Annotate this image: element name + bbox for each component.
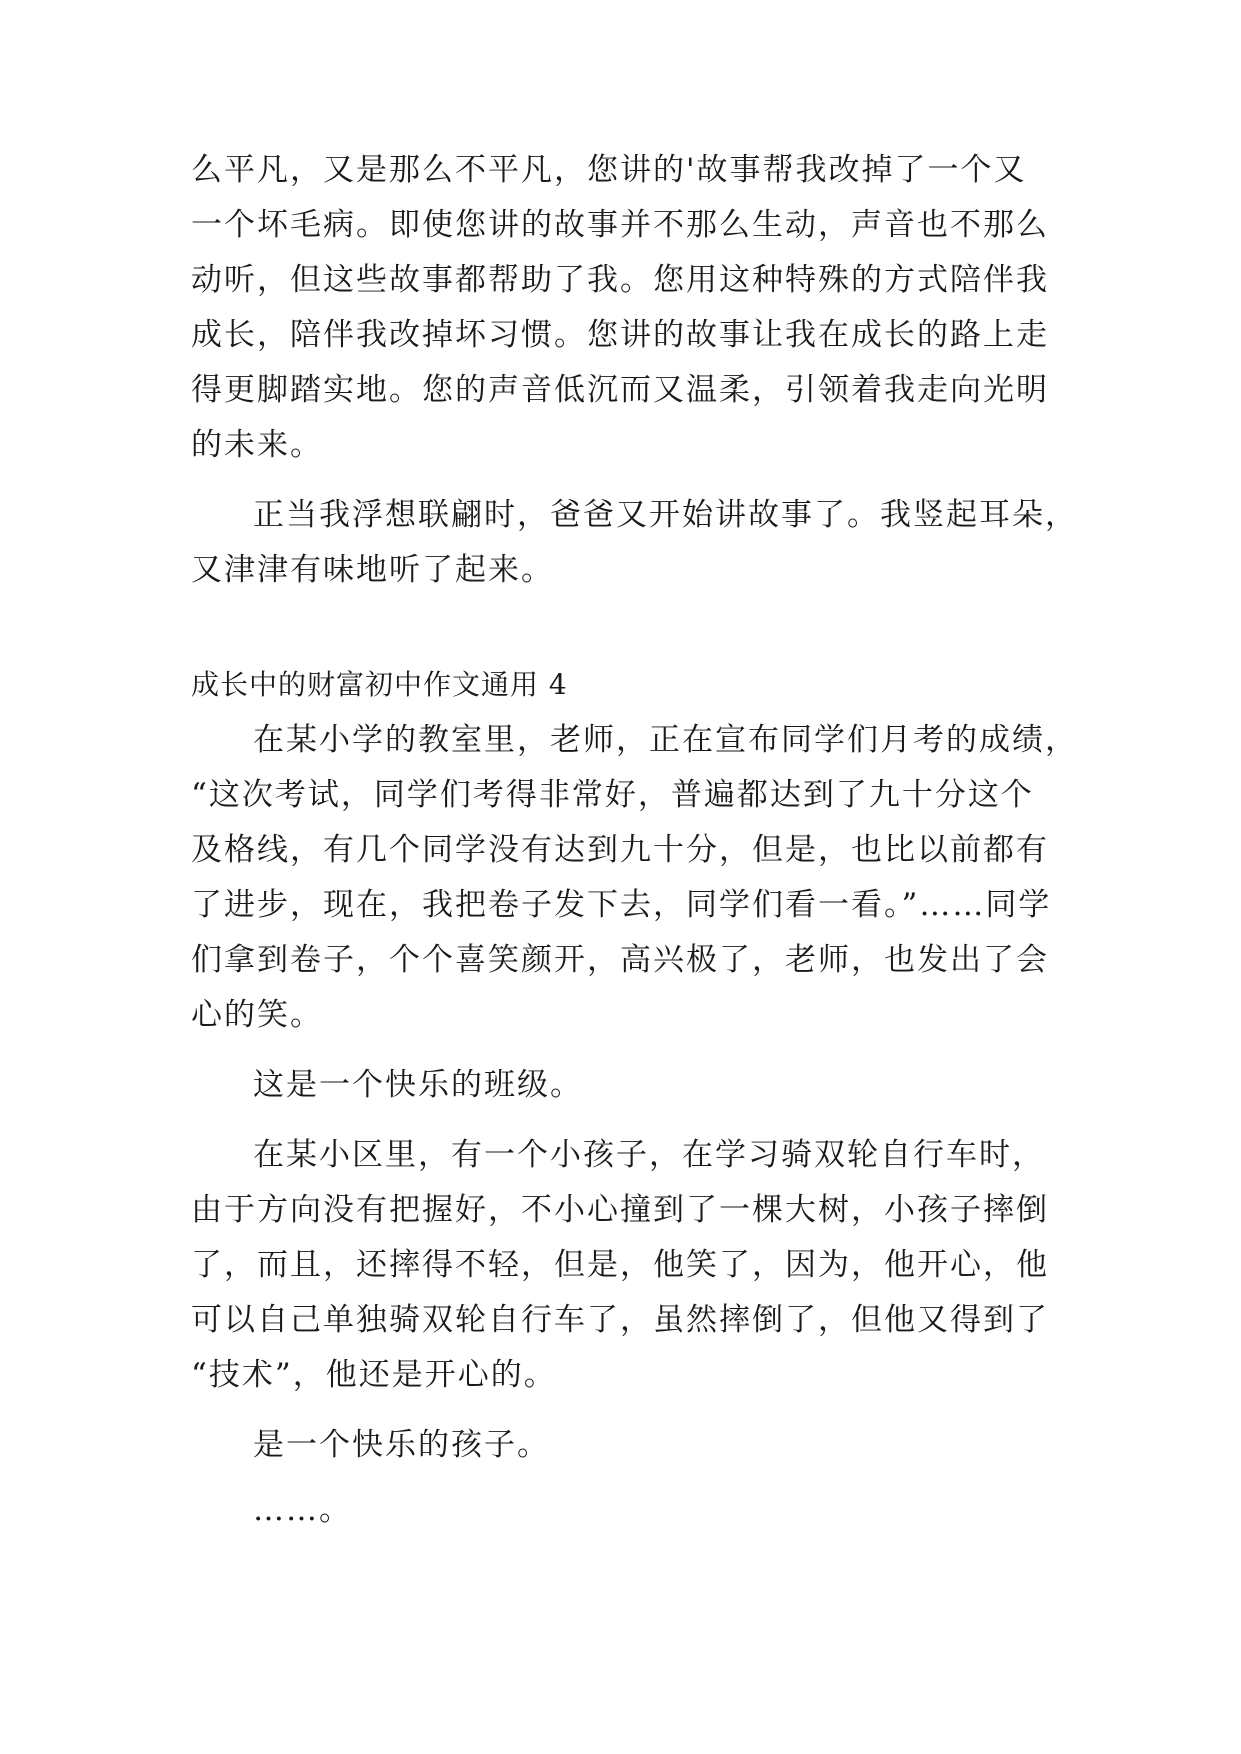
text-line: 及格线，有几个同学没有达到九十分，但是，也比以前都有 <box>191 832 1049 868</box>
text-line: 是一个快乐的孩子。 <box>253 1427 550 1463</box>
text-line: 么平凡，又是那么不平凡，您讲的'故事帮我改掉了一个又 <box>191 152 1027 188</box>
text-line: 这是一个快乐的班级。 <box>253 1067 583 1103</box>
text-line: 心的笑。 <box>191 997 323 1033</box>
text-line: 了进步，现在，我把卷子发下去，同学们看一看。”……同学 <box>191 887 1052 923</box>
text-line: 的未来。 <box>191 427 323 463</box>
section-title: 成长中的财富初中作文通用 4 <box>191 668 568 701</box>
text-line: “这次考试，同学们考得非常好，普遍都达到了九十分这个 <box>191 777 1034 813</box>
text-line: 由于方向没有把握好，不小心撞到了一棵大树，小孩子摔倒 <box>191 1192 1049 1228</box>
text-line: 可以自己单独骑双轮自行车了，虽然摔倒了，但他又得到了 <box>191 1302 1049 1338</box>
text-line: 在某小区里，有一个小孩子，在学习骑双轮自行车时， <box>253 1137 1045 1173</box>
text-line: 又津津有味地听了起来。 <box>191 552 554 588</box>
text-line: 得更脚踏实地。您的声音低沉而又温柔，引领着我走向光明 <box>191 372 1049 408</box>
text-line: 在某小学的教室里，老师，正在宣布同学们月考的成绩， <box>253 722 1078 758</box>
text-line: 正当我浮想联翩时，爸爸又开始讲故事了。我竖起耳朵， <box>253 497 1078 533</box>
text-line: 一个坏毛病。即使您讲的故事并不那么生动，声音也不那么 <box>191 207 1049 243</box>
text-line: 成长，陪伴我改掉坏习惯。您讲的故事让我在成长的路上走 <box>191 317 1049 353</box>
text-line: 动听，但这些故事都帮助了我。您用这种特殊的方式陪伴我 <box>191 262 1049 298</box>
text-line: 了，而且，还摔得不轻，但是，他笑了，因为，他开心，他 <box>191 1247 1049 1283</box>
text-line: 们拿到卷子，个个喜笑颜开，高兴极了，老师，也发出了会 <box>191 942 1049 978</box>
text-line: ……。 <box>253 1492 352 1528</box>
text-line: “技术”，他还是开心的。 <box>191 1357 557 1393</box>
